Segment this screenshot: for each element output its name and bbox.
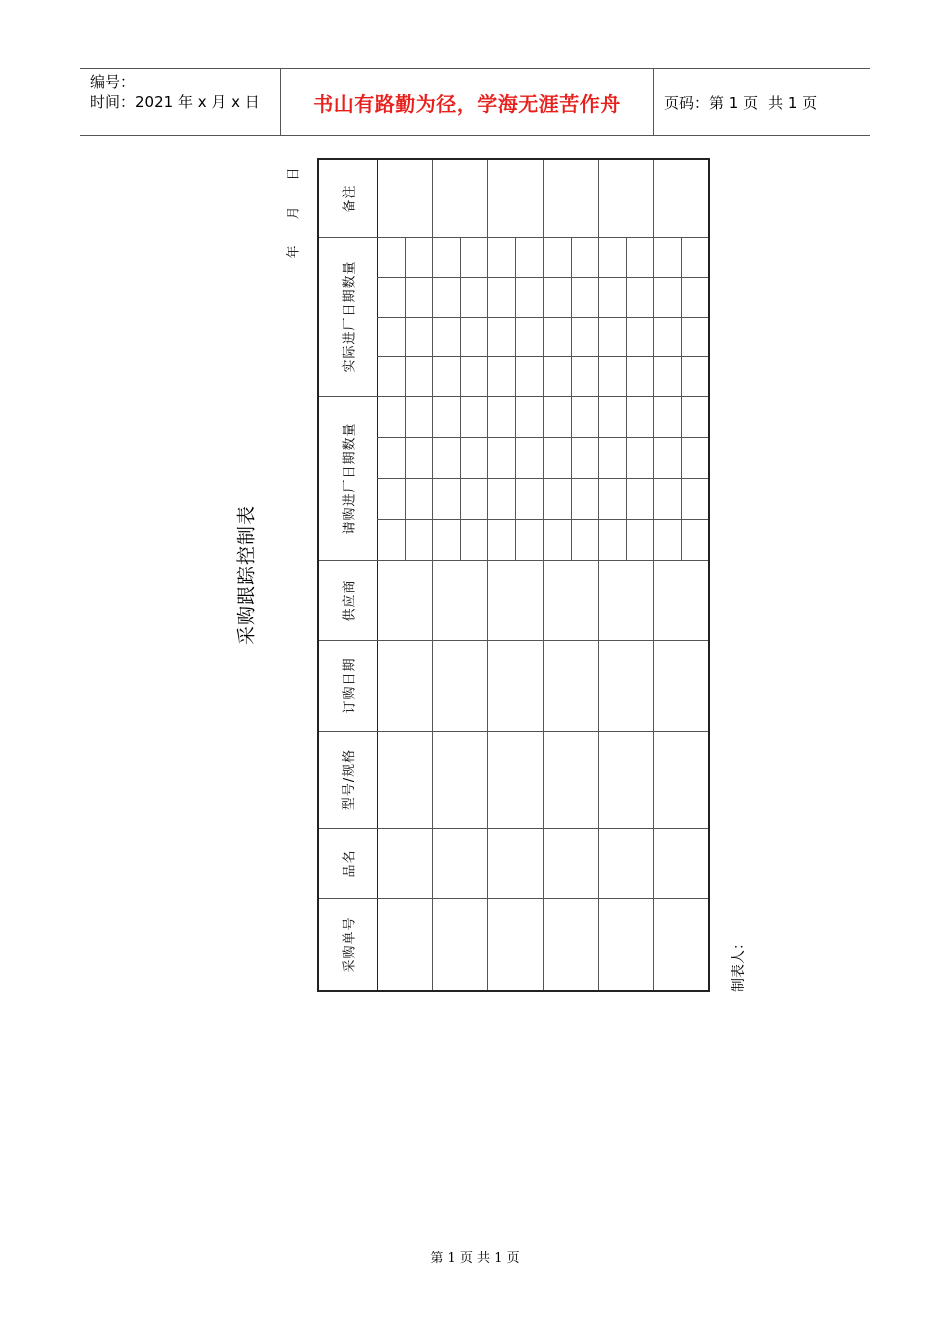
row-divider [432,160,433,990]
row-divider [598,160,599,990]
column-header-label: 型号/规格 [342,748,358,811]
column-header [319,640,377,731]
column-header-label: 品名 [342,848,358,878]
section-divider [319,560,708,561]
section-divider [319,237,708,238]
time-label: 时间：2021 年 x 月 x 日 [90,93,260,111]
date-quantity-split [460,237,461,560]
purchase-tracking-table [317,158,710,992]
column-header-label: 供应商 [342,578,358,622]
row-divider [487,160,488,990]
serial-number-label: 编号： [90,73,136,91]
column-header-label: 订购日期 [342,657,358,714]
column-header [319,731,377,828]
section-divider [319,731,708,732]
section-divider [319,828,708,829]
page-info [654,69,870,135]
column-header [319,560,377,640]
date-year-label: 年 [286,245,302,259]
header-info [80,69,281,135]
column-header [319,396,377,560]
date-quantity-split [571,237,572,560]
date-day-label: 日 [286,167,302,181]
date-quantity-split [681,237,682,560]
section-divider [319,640,708,641]
page-footer: 第 1 页 共 1 页 [430,1251,520,1266]
form-title: 采购跟踪控制表 [235,504,258,646]
column-header [319,237,377,396]
column-header-label: 采购单号 [342,915,358,973]
header-column-divider [377,160,378,990]
row-divider [653,160,654,990]
date-quantity-split [405,237,406,560]
date-quantity-split [626,237,627,560]
date-month-label: 月 [286,206,302,220]
motto: 书山有路勤为径，学海无涯苦作舟 [281,69,654,135]
column-header [319,898,377,990]
column-header-label: 实际进厂日期数量 [342,260,358,373]
document-header [80,68,870,136]
date-quantity-split [515,237,516,560]
row-divider [543,160,544,990]
section-divider [319,396,708,397]
column-header-label: 备注 [342,184,358,213]
page-total: 共 1 页 [768,93,818,112]
page-current: 页码：第 1 页 [664,93,759,112]
section-divider [319,898,708,899]
maker-label: 制表人： [731,936,747,992]
column-header [319,160,377,237]
column-header-label: 请购进厂日期数量 [342,421,358,535]
column-header [319,828,377,898]
